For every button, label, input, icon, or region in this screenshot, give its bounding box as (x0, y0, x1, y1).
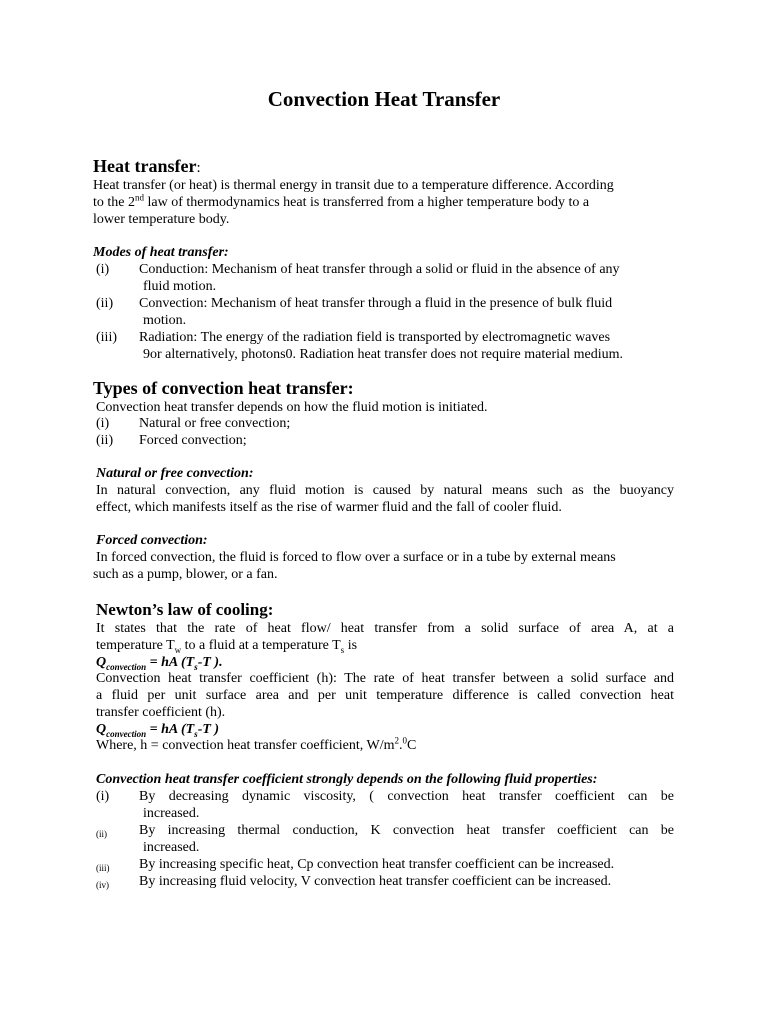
eq1-q: Q (96, 655, 107, 670)
list-text-cont: motion. (143, 313, 187, 328)
equation-1 (96, 654, 223, 671)
types-heading: Types of convection heat transfer: (93, 378, 354, 398)
list-number: (ii) (96, 296, 114, 311)
page-title: Convection Heat Transfer (267, 87, 501, 111)
nl-line2-c: is (344, 638, 358, 653)
newton-line1: It states that the rate of heat flow/ heat transfer from a solid surface of area A, at a (96, 621, 674, 636)
heat-transfer-line3: lower temperature body. (93, 212, 230, 227)
newton-line2 (96, 637, 357, 654)
natural-line2: effect, which manifests itself as the rise of warmer fluid and the fall of cooler fluid. (96, 500, 562, 515)
nl-line2-sub1: w (174, 644, 182, 655)
where-line (96, 737, 416, 754)
newton-heading: Newton’s law of cooling: (96, 600, 274, 619)
ht-line2-a: to the 2 (93, 195, 135, 210)
newton-line6: transfer coefficient (h). (96, 705, 226, 720)
natural-line1: In natural convection, any fluid motion is caused by natural means such as the buoyancy (96, 483, 674, 498)
heat-transfer-colon: : (196, 160, 201, 176)
eq2-q: Q (96, 722, 107, 737)
nl-line2-b: to a fluid at a temperature T (181, 638, 341, 653)
eq1-mid: = hA (T (146, 655, 195, 670)
list-number: (iv) (96, 880, 109, 890)
forced-line2: such as a pump, blower, or a fan. (93, 567, 278, 582)
list-text: Convection: Mechanism of heat transfer through a fluid in the presence of bulk fluid (139, 296, 613, 311)
nl-line2-a: temperature T (96, 638, 175, 653)
list-number: (i) (96, 262, 110, 277)
forced-line1: In forced convection, the fluid is forced to flow over a surface or in a tube by external means (96, 550, 616, 565)
list-text-cont: 9or alternatively, photons0. Radiation heat transfer does not require material medium. (143, 347, 623, 362)
natural-heading: Natural or free convection: (96, 466, 254, 481)
eq2-sub2: s (194, 728, 198, 739)
heat-transfer-line2 (93, 194, 589, 211)
where-a: Where, h = convection heat transfer coefficient, W/m (96, 738, 395, 753)
where-sup2: 0 (402, 735, 408, 746)
eq1-end: -T ). (197, 655, 223, 670)
list-number: (i) (96, 789, 110, 804)
newton-line4: Convection heat transfer coefficient (h): The rate of heat transfer between a solid surface and (96, 671, 674, 686)
list-text: By increasing specific heat, Cp convection heat transfer coefficient can be increased. (139, 857, 615, 872)
list-text: Conduction: Mechanism of heat transfer through a solid or fluid in the absence of any (139, 262, 620, 277)
heat-transfer-line1: Heat transfer (or heat) is thermal energy in transit due to a temperature difference. According (93, 178, 614, 193)
list-number: (i) (96, 416, 110, 431)
list-number: (ii) (96, 433, 114, 448)
list-text-cont: fluid motion. (143, 279, 217, 294)
nl-line2-sub2: s (340, 644, 345, 655)
eq2-sub: convection (106, 728, 147, 739)
ht-line2-b: law of thermodynamics heat is transferred from a higher temperature body to a (144, 195, 590, 210)
eq2-mid: = hA (T (146, 722, 195, 737)
modes-heading: Modes of heat transfer: (93, 245, 229, 260)
list-text: By decreasing dynamic viscosity, ( convection heat transfer coefficient can be (139, 789, 674, 804)
list-text: Natural or free convection; (139, 416, 291, 431)
eq2-end: -T ) (197, 722, 220, 737)
heat-transfer-heading-text: Heat transfer (93, 156, 197, 176)
list-text: By increasing fluid velocity, V convection heat transfer coefficient can be increased. (139, 874, 612, 889)
where-c: C (407, 738, 417, 753)
list-text: By increasing thermal conduction, K convection heat transfer coefficient can be (139, 823, 674, 838)
coef-heading: Convection heat transfer coefficient strongly depends on the following fluid properties: (96, 772, 598, 787)
list-text-cont: increased. (143, 840, 200, 855)
list-text-cont: increased. (143, 806, 200, 821)
where-sup1: 2 (394, 735, 400, 746)
list-text: Forced convection; (139, 433, 247, 448)
list-number: (iii) (96, 863, 110, 873)
types-intro: Convection heat transfer depends on how the fluid motion is initiated. (96, 400, 488, 415)
eq1-sub2: s (194, 661, 198, 672)
list-number: (ii) (96, 829, 107, 839)
ht-line2-sup: nd (135, 192, 144, 203)
heat-transfer-heading (93, 156, 201, 177)
forced-heading: Forced convection: (96, 533, 208, 548)
equation-2 (96, 721, 219, 738)
list-text: Radiation: The energy of the radiation field is transported by electromagnetic waves (139, 330, 611, 345)
newton-line5: a fluid per unit surface area and per unit temperature difference is called convection heat (96, 688, 674, 703)
list-number: (iii) (96, 330, 117, 345)
where-dot: . (399, 738, 403, 753)
eq1-sub: convection (106, 661, 147, 672)
